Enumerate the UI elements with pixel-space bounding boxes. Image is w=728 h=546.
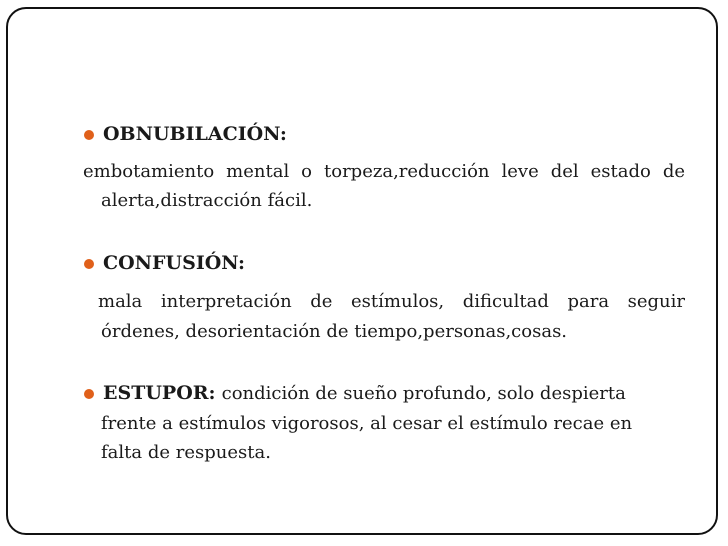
desc-line: falta de respuesta. bbox=[101, 442, 271, 463]
desc-line: órdenes, desorientación de tiempo,personas,cosas. bbox=[101, 321, 568, 342]
term-obnubilacion bbox=[103, 120, 287, 149]
desc-line: mala interpretación de estímulos, dificultad para seguir bbox=[98, 291, 685, 312]
desc-confusion bbox=[98, 287, 685, 316]
term-label: CONFUSIÓN: bbox=[103, 252, 245, 274]
term-label: OBNUBILACIÓN: bbox=[103, 123, 287, 145]
term-confusion bbox=[103, 249, 245, 278]
term-label: ESTUPOR: bbox=[103, 382, 216, 404]
desc-line: embotamiento mental o torpeza,reducción leve del estado de bbox=[83, 161, 685, 182]
term-estupor bbox=[103, 379, 626, 408]
desc-line: frente a estímulos vigorosos, al cesar el estímulo recae en bbox=[101, 413, 633, 434]
desc-line: alerta,distracción fácil. bbox=[101, 190, 313, 211]
bullet-icon bbox=[84, 259, 94, 269]
desc-obnubilacion bbox=[83, 157, 685, 186]
desc-confusion-cont bbox=[101, 317, 685, 346]
desc-estupor-cont bbox=[101, 409, 685, 467]
bullet-icon bbox=[84, 130, 94, 140]
inline-desc: condición de sueño profundo, solo despierta bbox=[221, 383, 626, 404]
bullet-icon bbox=[84, 389, 94, 399]
desc-obnubilacion-cont bbox=[101, 186, 685, 215]
